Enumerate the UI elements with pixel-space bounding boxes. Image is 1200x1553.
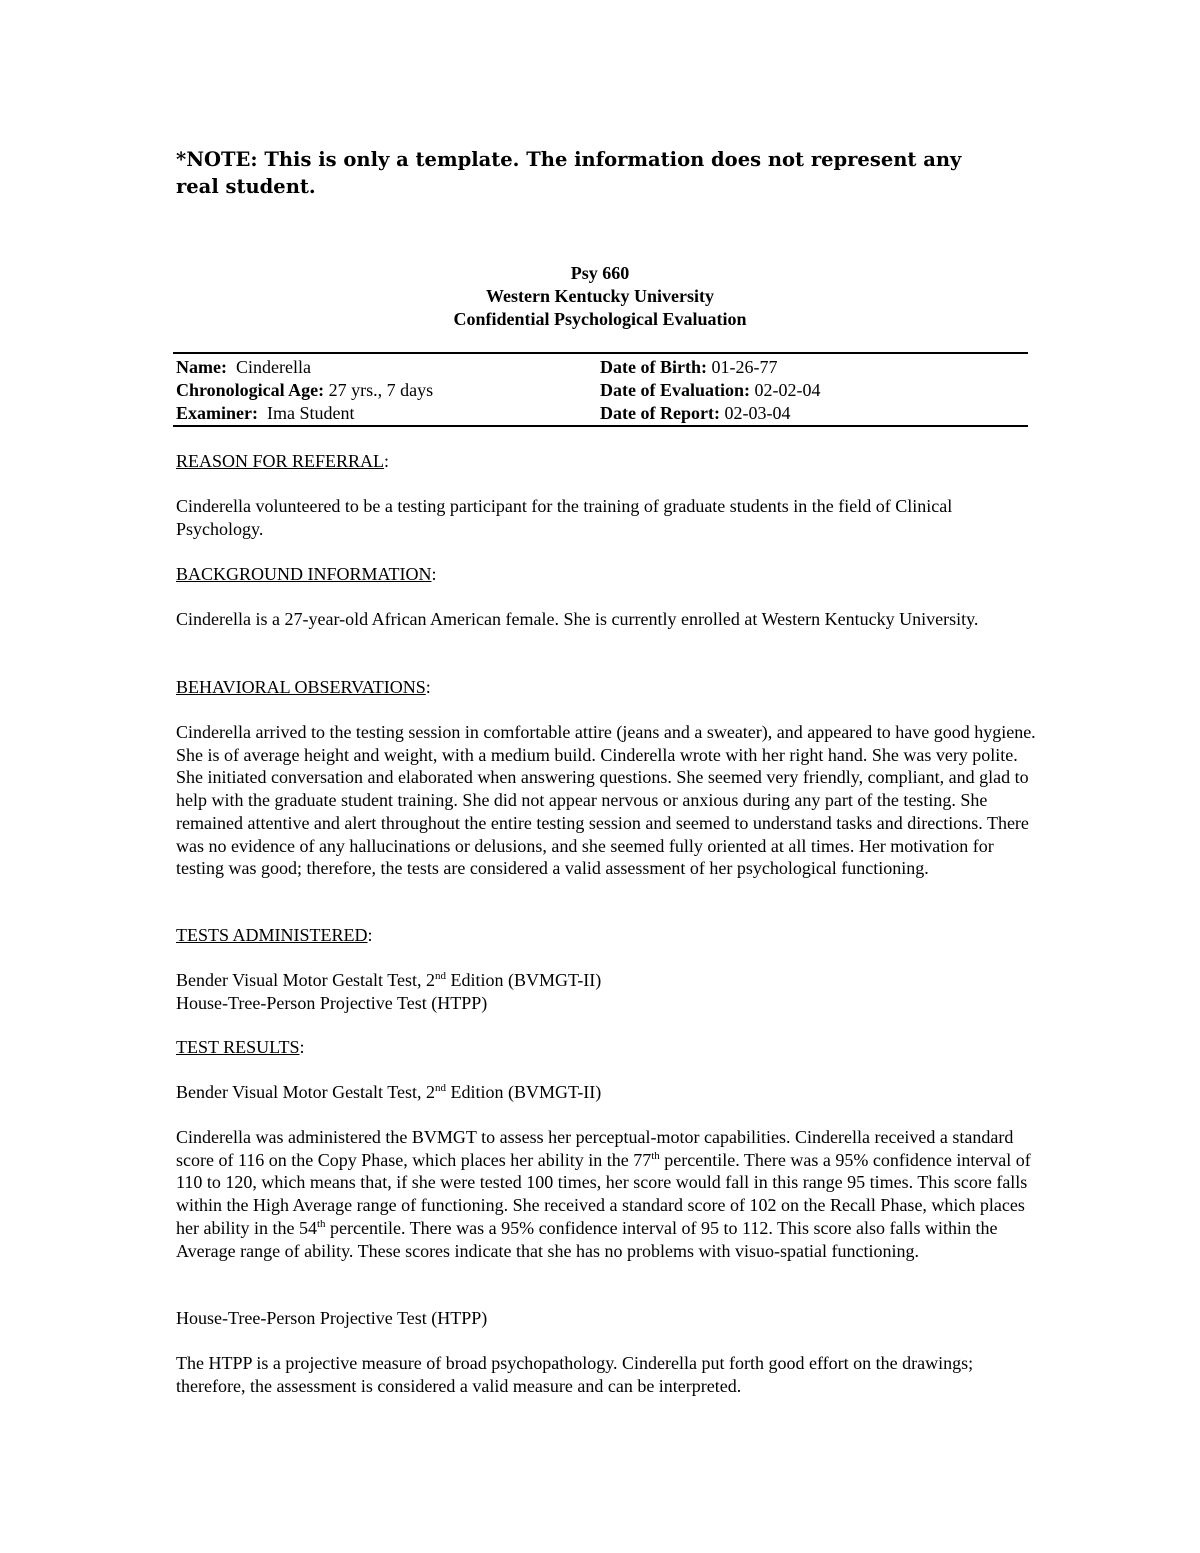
name-label: Name: [176,357,227,377]
bender-title-sup: nd [434,1082,446,1094]
bender-title-edition: Edition (BVMGT-II) [445,1082,602,1102]
background-heading-colon: : [431,564,437,584]
info-top-rule [173,352,1028,354]
behavioral-text: Cinderella arrived to the testing session in comfortable attire (jeans and a sweater), and appeared to have good hygiene. She is of average height and weight, with a medium build. Cinderella wrote with her right hand. She was very polite. She initiated conversation and elaborated when answering questions. She seemed very friendly, compliant, and glad to help with the graduate student training. She did not appear nervous or anxious during any part of the testing. She remained attentive and alert throughout the entire testing session and seemed to understand tasks and directions. There was no evidence of any hallucinations or delusions, and she seemed fully oriented at all times. Her motivation for testing was good; therefore, the tests are considered a valid assessment of her psychological functioning. [176,722,1036,879]
bender-text-part1: Cinderella was administered the BVMGT to assess her perceptual-motor capabilities. Cinderella received a standard score of 116 on the Copy Phase, which places her ability in the 77 [176,1127,1014,1170]
dor-label: Date of Report: [600,403,720,423]
bender-section-title [176,1081,1036,1104]
doe-label: Date of Evaluation: [600,380,750,400]
document-title: Confidential Psychological Evaluation [453,309,747,329]
template-note: *NOTE: This is only a template. The information does not represent any real student. [176,148,962,198]
age-value: 27 yrs., 7 days [328,380,434,400]
results-heading-colon: : [299,1037,305,1057]
name-row [176,356,311,379]
age-row [176,379,433,402]
doe-row [600,379,821,402]
bender-sup-copy: th [651,1149,660,1162]
course-title: Psy 660 [570,263,630,283]
examiner-value: Ima Student [266,403,355,423]
tests-list [176,969,1036,1014]
referral-heading-text: REASON FOR REFERRAL [176,451,385,471]
dob-value: 01-26-77 [711,357,778,377]
tests-heading-colon: : [367,925,373,945]
behavioral-heading-text: BEHAVIORAL OBSERVATIONS [176,677,426,697]
behavioral-heading-colon: : [425,677,431,697]
age-label: Chronological Age: [176,380,325,400]
test-item-bender-text: Bender Visual Motor Gestalt Test, 2 [176,970,435,990]
examiner-row [176,402,354,425]
referral-heading [176,450,1036,473]
behavioral-heading [176,676,1036,699]
dob-row [600,356,777,379]
referral-text: Cinderella volunteered to be a testing participant for the training of graduate students in the field of Clinical Psychology. [176,496,953,539]
test-item-bender-sup: nd [434,970,446,982]
dob-label: Date of Birth: [600,357,707,377]
bender-title-text: Bender Visual Motor Gestalt Test, 2 [176,1082,435,1102]
dor-value: 02-03-04 [724,403,791,423]
results-heading [176,1036,1036,1059]
info-bottom-rule [173,425,1028,427]
tests-heading-text: TESTS ADMINISTERED [176,925,368,945]
background-text: Cinderella is a 27-year-old African American female. She is currently enrolled at Western Kentucky University. [176,609,979,629]
referral-heading-colon: : [384,451,390,471]
examiner-label: Examiner: [176,403,258,423]
tests-heading [176,924,1036,947]
htpp-section-title: House-Tree-Person Projective Test (HTPP) [176,1308,488,1328]
background-heading-text: BACKGROUND INFORMATION [176,564,432,584]
htpp-results-text: The HTPP is a projective measure of broad psychopathology. Cinderella put forth good effort on the drawings; therefore, the assessment is considered a valid measure and can be interpreted. [176,1353,974,1396]
bender-results-text [176,1126,1036,1262]
background-heading [176,563,1036,586]
test-item-bender [176,969,1036,992]
doe-value: 02-02-04 [754,380,821,400]
bender-text-part3: percentile. There was a 95% confidence interval of 95 to 112. This score also falls within the Average range of ability. These scores indicate that she has no problems with visuo-spatial functioning. [176,1217,998,1261]
name-value: Cinderella [235,357,311,377]
results-heading-text: TEST RESULTS [176,1037,300,1057]
test-item-bender-edition: Edition (BVMGT-II) [445,970,602,990]
bender-text-part2: percentile. There was a 95% confidence interval of 110 to 120, which means that, if she were tested 100 times, her score would fall in this range 95 times. This score falls within the High Average range of functioning. She received a standard score of 102 on the Recall Phase, which places her ability in the 54 [176,1149,1031,1238]
test-item-htpp: House-Tree-Person Projective Test (HTPP) [176,992,488,1013]
dor-row [600,402,790,425]
bender-sup-recall: th [316,1217,326,1230]
university-name: Western Kentucky University [486,286,714,306]
